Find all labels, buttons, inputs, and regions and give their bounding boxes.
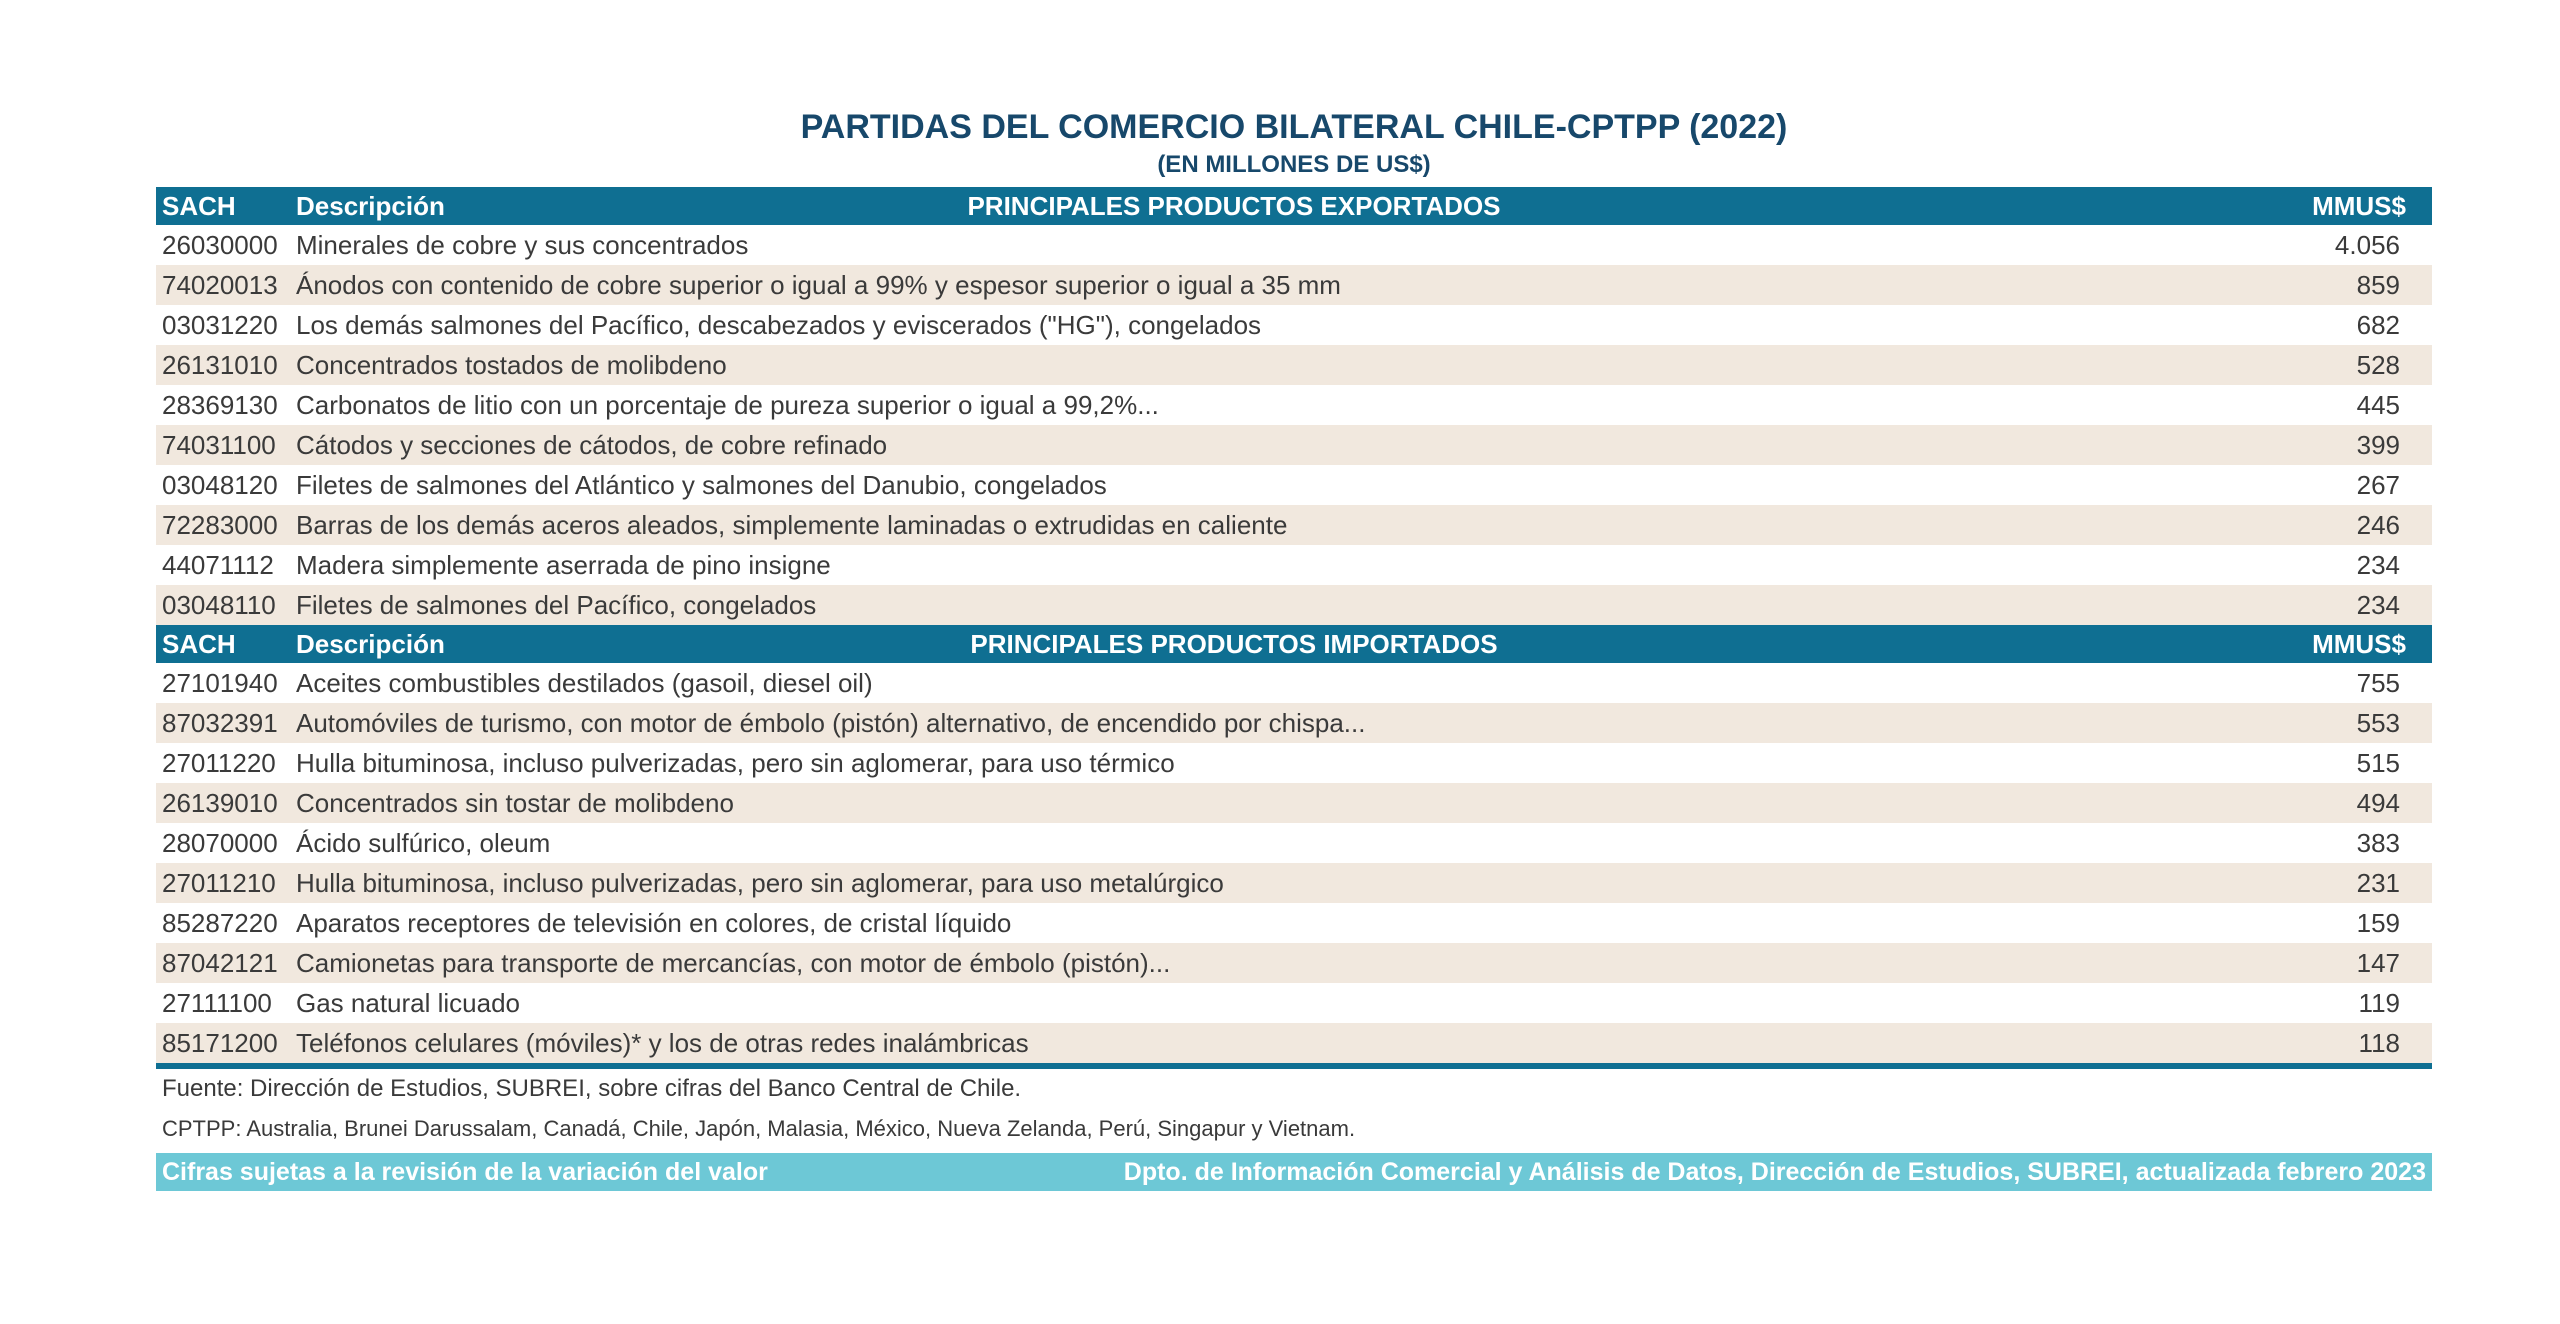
row-value: 755 (2356, 667, 2400, 698)
source-note: Fuente: Dirección de Estudios, SUBREI, sobre cifras del Banco Central de Chile. (162, 1075, 1022, 1102)
table-row (156, 505, 2432, 545)
row-value: 118 (2358, 1027, 2400, 1058)
imports-header-code: SACH (162, 628, 236, 659)
table-row (156, 663, 2432, 703)
row-value: 682 (2356, 309, 2400, 340)
exports-header-code: SACH (162, 190, 236, 221)
table-row (156, 823, 2432, 863)
row-description: Filetes de salmones del Atlántico y salmones del Danubio, congelados (296, 469, 1107, 500)
table-row (156, 703, 2432, 743)
table-row (156, 585, 2432, 625)
row-value: 515 (2356, 747, 2400, 778)
exports-table (156, 225, 2432, 625)
exports-header-desc: Descripción (296, 190, 445, 221)
row-description: Carbonatos de litio con un porcentaje de pureza superior o igual a 99,2%... (296, 389, 1159, 420)
row-description: Ánodos con contenido de cobre superior o igual a 99% y espesor superior o igual a 35 mm (296, 269, 1341, 300)
table-row (156, 743, 2432, 783)
row-code: 87032391 (162, 707, 278, 738)
row-description: Hulla bituminosa, incluso pulverizadas, pero sin aglomerar, para uso térmico (296, 747, 1175, 778)
row-description: Gas natural licuado (296, 987, 521, 1018)
row-value: 399 (2356, 429, 2400, 460)
row-code: 85171200 (162, 1027, 278, 1058)
table-row (156, 863, 2432, 903)
imports-header-desc: Descripción (296, 628, 445, 659)
table-row (156, 903, 2432, 943)
row-description: Aparatos receptores de televisión en colores, de cristal líquido (296, 907, 1012, 938)
exports-header-section: PRINCIPALES PRODUCTOS EXPORTADOS (967, 190, 1501, 221)
imports-header (156, 625, 2432, 663)
row-value: 445 (2356, 389, 2400, 420)
exports-header-value: MMUS$ (2312, 190, 2406, 221)
footer-right-text: Dpto. de Información Comercial y Análisis de Datos, Dirección de Estudios, SUBREI, actualizada febrero 2023 (1123, 1157, 2426, 1186)
row-description: Teléfonos celulares (móviles)* y los de otras redes inalámbricas (296, 1027, 1029, 1058)
row-code: 27011210 (162, 867, 276, 898)
row-value: 234 (2356, 549, 2400, 580)
table-row (156, 465, 2432, 505)
row-value: 246 (2356, 509, 2400, 540)
row-value: 267 (2356, 469, 2400, 500)
row-code: 27111100 (162, 987, 272, 1018)
imports-header-value: MMUS$ (2312, 628, 2406, 659)
table-row (156, 425, 2432, 465)
table-row (156, 545, 2432, 585)
row-description: Ácido sulfúrico, oleum (296, 827, 551, 858)
row-value: 4.056 (2334, 229, 2400, 260)
row-description: Aceites combustibles destilados (gasoil, diesel oil) (296, 667, 873, 698)
row-code: 03048120 (162, 469, 278, 500)
row-value: 383 (2356, 827, 2400, 858)
footer-bar (156, 1153, 2432, 1191)
row-description: Los demás salmones del Pacífico, descabezados y eviscerados ("HG"), congelados (296, 309, 1262, 340)
row-code: 26030000 (162, 229, 278, 260)
row-code: 03048110 (162, 589, 276, 620)
row-code: 27011220 (162, 747, 276, 778)
trade-report (156, 105, 2432, 1191)
row-code: 26139010 (162, 787, 278, 818)
row-value: 234 (2356, 589, 2400, 620)
row-code: 85287220 (162, 907, 278, 938)
table-row (156, 345, 2432, 385)
table-row (156, 943, 2432, 983)
row-code: 87042121 (162, 947, 278, 978)
table-row (156, 385, 2432, 425)
table-row (156, 225, 2432, 265)
table-row (156, 305, 2432, 345)
row-description: Cátodos y secciones de cátodos, de cobre refinado (296, 429, 888, 460)
row-description: Madera simplemente aserrada de pino insigne (296, 549, 831, 580)
exports-header (156, 187, 2432, 225)
table-row (156, 1023, 2432, 1063)
row-value: 231 (2356, 867, 2400, 898)
row-value: 159 (2356, 907, 2400, 938)
row-code: 28369130 (162, 389, 278, 420)
row-code: 26131010 (162, 349, 278, 380)
row-description: Minerales de cobre y sus concentrados (296, 229, 749, 260)
row-description: Concentrados tostados de molibdeno (296, 349, 727, 380)
row-code: 72283000 (162, 509, 278, 540)
report-subtitle: (EN MILLONES DE US$) (1157, 151, 1431, 178)
row-description: Camionetas para transporte de mercancías, con motor de émbolo (pistón)... (296, 947, 1171, 978)
row-description: Hulla bituminosa, incluso pulverizadas, pero sin aglomerar, para uso metalúrgico (296, 867, 1224, 898)
row-value: 494 (2356, 787, 2400, 818)
table-row (156, 983, 2432, 1023)
row-value: 147 (2356, 947, 2400, 978)
row-description: Filetes de salmones del Pacífico, congelados (296, 589, 817, 620)
row-description: Barras de los demás aceros aleados, simplemente laminadas o extrudidas en caliente (296, 509, 1288, 540)
imports-table (156, 663, 2432, 1063)
row-value: 553 (2356, 707, 2400, 738)
row-description: Concentrados sin tostar de molibdeno (296, 787, 734, 818)
row-value: 119 (2358, 987, 2400, 1018)
row-code: 74020013 (162, 269, 278, 300)
table-row (156, 783, 2432, 823)
row-code: 03031220 (162, 309, 278, 340)
row-code: 27101940 (162, 667, 278, 698)
imports-header-section: PRINCIPALES PRODUCTOS IMPORTADOS (970, 628, 1498, 659)
row-value: 528 (2356, 349, 2400, 380)
row-value: 859 (2356, 269, 2400, 300)
row-code: 44071112 (162, 549, 274, 580)
row-code: 28070000 (162, 827, 278, 858)
report-title: PARTIDAS DEL COMERCIO BILATERAL CHILE-CPTPP (2022) (800, 108, 1788, 146)
members-note: CPTPP: Australia, Brunei Darussalam, Canadá, Chile, Japón, Malasia, México, Nueva Zelanda, Perú, Singapur y Vietnam. (162, 1116, 1356, 1141)
footer-left-text: Cifras sujetas a la revisión de la variación del valor (162, 1157, 768, 1186)
table-row (156, 265, 2432, 305)
row-code: 74031100 (162, 429, 276, 460)
row-description: Automóviles de turismo, con motor de émbolo (pistón) alternativo, de encendido por chispa... (296, 707, 1366, 738)
